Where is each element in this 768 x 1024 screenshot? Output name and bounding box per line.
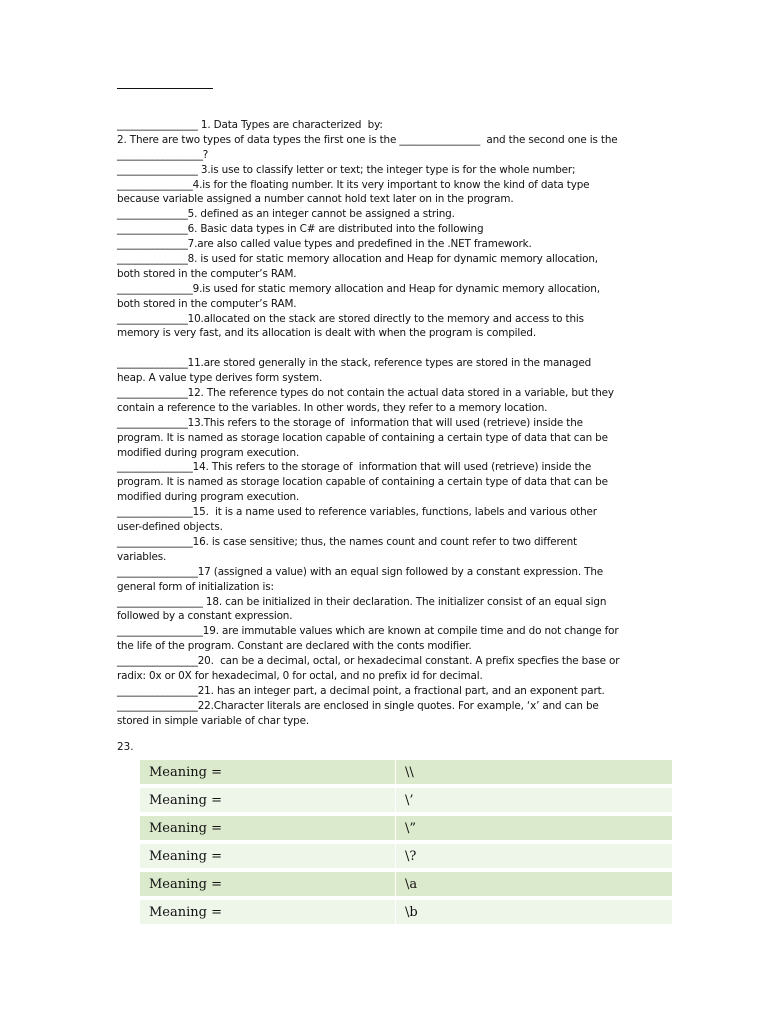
table-row — [140, 900, 672, 924]
text-line: variables. — [117, 550, 167, 563]
escape-cell: \? — [395, 844, 672, 868]
text-line: ______________5. defined as an integer cannot be assigned a string. — [117, 208, 455, 221]
text-line: contain a reference to the variables. In other words, they refer to a memory location. — [117, 401, 548, 414]
text-line: ______________10.allocated on the stack are stored directly to the memory and access to this — [117, 312, 584, 325]
text-line: _________________19. are immutable values which are known at compile time and do not change for — [117, 625, 619, 638]
name-blank-line — [117, 88, 213, 89]
text-line: memory is very fast, and its allocation is dealt with when the program is compiled. — [117, 327, 536, 340]
table-row — [140, 788, 672, 812]
text-line: radix: 0x or 0X for hexadecimal, 0 for octal, and no prefix id for decimal. — [117, 669, 483, 682]
text-line: user-defined objects. — [117, 521, 223, 534]
text-line: the life of the program. Constant are declared with the conts modifier. — [117, 640, 472, 653]
blank-line — [117, 341, 652, 356]
text-line: _______________15. it is a name used to reference variables, functions, labels and various other — [117, 506, 597, 519]
text-line: ______________11.are stored generally in the stack, reference types are stored in the managed — [117, 357, 592, 370]
text-line: ________________20. can be a decimal, octal, or hexadecimal constant. A prefix specfies the base or — [117, 655, 620, 668]
text-line: ________________ 3.is use to classify letter or text; the integer type is for the whole number; — [117, 163, 576, 176]
text-line: stored in simple variable of char type. — [117, 714, 309, 727]
questions-text — [117, 118, 652, 729]
question-23-label: 23. — [117, 741, 134, 753]
text-line: ______________6. Basic data types in C# are distributed into the following — [117, 223, 484, 236]
table-row — [140, 760, 672, 784]
text-line: _________________? — [117, 148, 209, 161]
text-line: ______________13.This refers to the storage of information that will used (retrieve) inside the — [117, 416, 583, 429]
escape-cell: \” — [395, 816, 672, 840]
text-line: 2. There are two types of data types the first one is the ________________ and the second one is the — [117, 133, 618, 146]
escape-cell: \’ — [395, 788, 672, 812]
table-row — [140, 872, 672, 896]
escape-cell: \b — [395, 900, 672, 924]
meaning-cell: Meaning = — [140, 844, 395, 868]
meaning-cell: Meaning = — [140, 760, 395, 784]
table-row — [140, 844, 672, 868]
text-line: program. It is named as storage location capable of containing a certain type of data that can be — [117, 476, 608, 489]
text-line: _______________4.is for the floating number. It its very important to know the kind of data type — [117, 178, 590, 191]
text-line: both stored in the computer’s RAM. — [117, 297, 297, 310]
escape-sequence-table — [140, 756, 672, 928]
meaning-cell: Meaning = — [140, 872, 395, 896]
escape-cell: \\ — [395, 760, 672, 784]
table-row — [140, 816, 672, 840]
text-line: _______________9.is used for static memory allocation and Heap for dynamic memory allocation, — [117, 282, 600, 295]
text-line: followed by a constant expression. — [117, 610, 293, 623]
meaning-cell: Meaning = — [140, 816, 395, 840]
text-line: general form of initialization is: — [117, 580, 274, 593]
text-line: modified during program execution. — [117, 446, 300, 459]
text-line: _______________16. is case sensitive; thus, the names count and count refer to two different — [117, 535, 577, 548]
text-line: heap. A value type derives form system. — [117, 372, 323, 385]
text-line: _______________14. This refers to the storage of information that will used (retrieve) inside the — [117, 461, 592, 474]
text-line: ________________22.Character literals are enclosed in single quotes. For example, ‘x’ and can be — [117, 699, 599, 712]
text-line: both stored in the computer’s RAM. — [117, 267, 297, 280]
meaning-cell: Meaning = — [140, 900, 395, 924]
text-line: program. It is named as storage location capable of containing a certain type of data that can be — [117, 431, 608, 444]
text-line: ________________21. has an integer part, a decimal point, a fractional part, and an exponent part. — [117, 684, 605, 697]
escape-cell: \a — [395, 872, 672, 896]
text-line: ______________12. The reference types do not contain the actual data stored in a variable, but they — [117, 387, 614, 400]
text-line: modified during program execution. — [117, 491, 300, 504]
text-line: ________________17 (assigned a value) with an equal sign followed by a constant expression. The — [117, 565, 604, 578]
meaning-cell: Meaning = — [140, 788, 395, 812]
text-line: ______________8. is used for static memory allocation and Heap for dynamic memory allocation, — [117, 253, 598, 266]
text-line: _________________ 18. can be initialized in their declaration. The initializer consist of an equal sign — [117, 595, 607, 608]
text-line: ______________7.are also called value types and predefined in the .NET framework. — [117, 238, 532, 251]
text-line: ________________ 1. Data Types are characterized by: — [117, 119, 383, 131]
text-line: because variable assigned a number cannot hold text later on in the program. — [117, 193, 514, 206]
